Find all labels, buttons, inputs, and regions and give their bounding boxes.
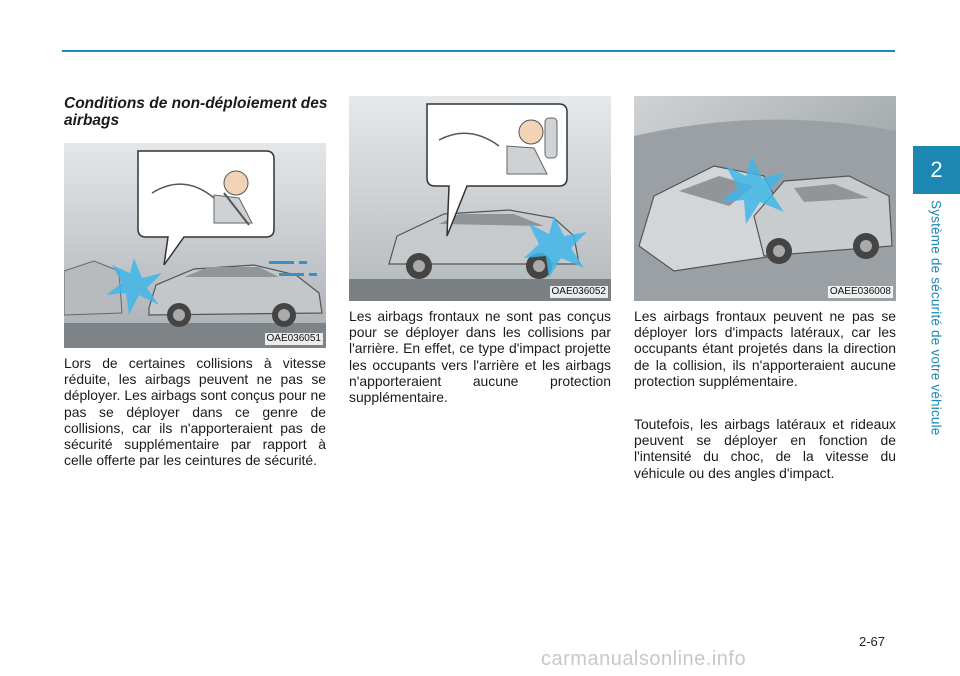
- figure-code: OAE036051: [266, 333, 321, 344]
- figure-side-collision: [634, 96, 896, 301]
- section-heading: Conditions de non-déploiement des airbags: [64, 95, 328, 129]
- side-impact-collision-illustration: [634, 96, 896, 301]
- figure-rear-collision: [349, 96, 611, 301]
- figure-code: OAE036052: [551, 286, 606, 297]
- paragraph-side-curtain: Toutefois, les airbags latéraux et rideaux peuvent se déployer en fonction de l'intensité du choc, de la vitesse du véhicule ou des angles d'impact.: [634, 416, 896, 481]
- header-rule: [62, 50, 895, 52]
- chapter-number: 2: [930, 157, 943, 182]
- rear-collision-illustration: [349, 96, 611, 301]
- watermark: carmanualsonline.info: [541, 648, 747, 670]
- figure-code: OAEE036008: [829, 286, 891, 297]
- chapter-tab[interactable]: [913, 146, 960, 194]
- chapter-title: Système de sécurité de votre véhicule: [928, 200, 944, 436]
- page-number: 2-67: [859, 634, 886, 649]
- paragraph-side-frontal: Les airbags frontaux peuvent ne pas se déployer lors d'impacts latéraux, car les occupants étant projetés dans la direction de la collision, ils n'apporteraient aucune protection supplémentaire.: [634, 308, 896, 389]
- paragraph-low-speed: Lors de certaines collisions à vitesse réduite, les airbags peuvent ne pas se déployer. Les airbags sont conçus pour ne pas se déployer dans ce genre de collisions, car ils n'apporteraient pas de sécurité supplémentaire par rapport à celle offerte par les ceintures de sécurité.: [64, 355, 326, 469]
- figure-frontal-collision: [64, 143, 326, 348]
- frontal-low-speed-collision-illustration: [64, 143, 326, 348]
- paragraph-rear-collision: Les airbags frontaux ne sont pas conçus pour se déployer dans les collisions par l'arrière. En effet, ce type d'impact projette les occupants vers l'arrière et les airbags n'apporteraient aucune protection supplémentaire.: [349, 308, 611, 406]
